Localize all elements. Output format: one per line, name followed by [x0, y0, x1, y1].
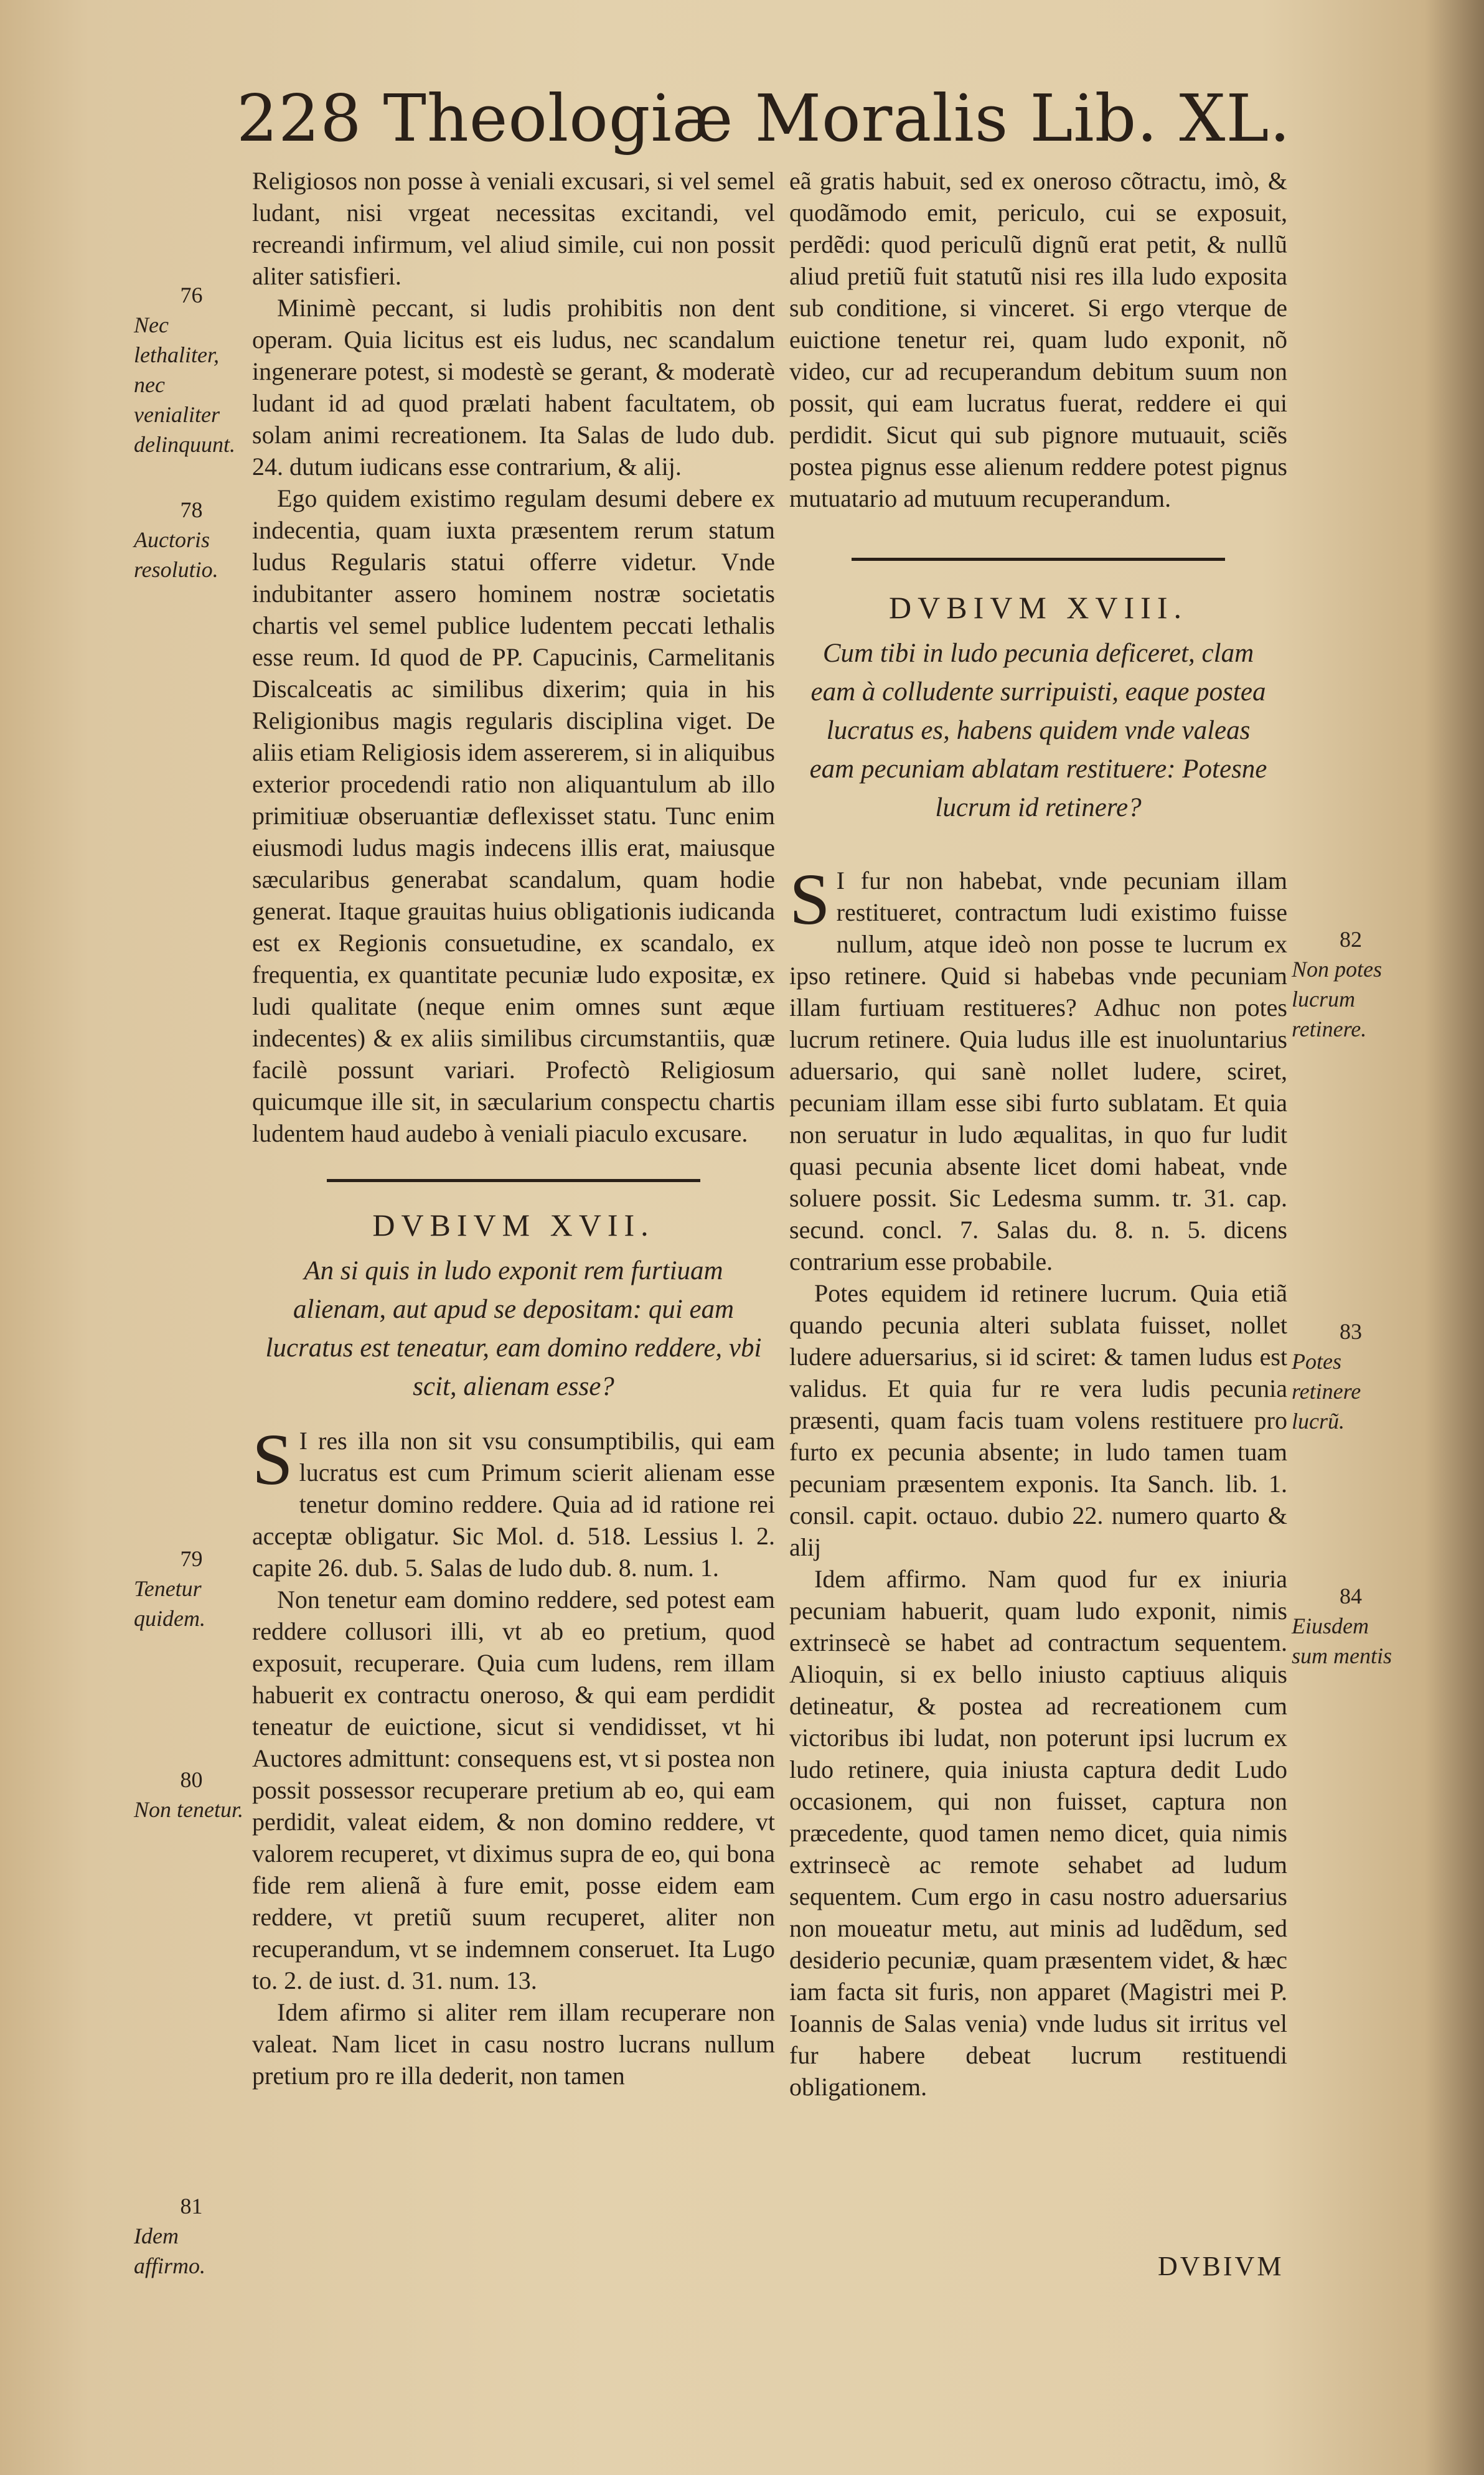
- margin-note: 79 Tenetur quidem.: [134, 1546, 205, 1631]
- dubium-heading: DVBIVM XVII.: [372, 1208, 655, 1242]
- drop-cap: S: [252, 1419, 293, 1500]
- dubium-heading: DVBIVM XVIII.: [889, 590, 1188, 625]
- catchword: DVBIVM: [1158, 2251, 1284, 2281]
- paragraph: Ego quidem existimo regulam desumi debere ex indecentia, quam iuxta præsentem rerum statum ludus Regularis statui offerre videtur. Vnde indubitanter assero hominem nostræ societatis chartis vel semel publice ludentem peccati lethalis esse reum. Id quod de PP. Capucinis, Carmelitanis Discalceatis ac similibus dixerim; quia in his Religionibus magis regularis disciplina viget. De aliis etiam Religiosis idem assererem, si in aliquibus exterior procedendi ratio non aliquantulum ab illo primitiuæ obseruantiæ deflexisset statu. Tunc enim eiusmodi ludus magis indecens illis erat, maiusque sæcularibus generabat scandalum, quam hodie generat. Itaque grauitas huius obligationis iudicanda est ex Regionis consuetudine, ex scandalo, ex frequentia, ex quantitate pecuniæ ludo expositæ, ex ludi qualitate (neque enim omnes sunt æque indecentes) & ex aliis similibus circumstantiis, quæ facilè possunt variari. Profectò Religiosum quicumque ille sit, in sæcularium conspectu chartis ludentem haud audebo à veniali piaculo excusare.: [252, 484, 775, 1147]
- dubium-question: An si quis in ludo exponit rem furtiuam alienam, aut apud se depositam: qui eam lucratus est teneatur, eam domino reddere, vbi scit, alienam esse?: [265, 1256, 762, 1401]
- paragraph: Non tenetur eam domino reddere, sed potest eam reddere collusori illi, vt ab eo pretium, quod exposuit, recuperare. Quia cum ludens, rem illam habuerit ex contractu oneroso, & qui eam perdidit teneatur de euictione, sicut si vendidisset, vt hi Auctores admittunt: consequens est, vt si postea non possit possessor recuperare pretium ab eo, qui eam perdidit, valeat eidem, & non domino reddere, vt valorem recuperet, vt diximus supra de eo, qui bona fide rem alienã à fure emit, posse eidem eam reddere, vt pretiũ suum recuperet, aliter non recuperandum, vt se indemnem conseruet. Ita Lugo to. 2. de iust. d. 31. num. 13.: [252, 1585, 775, 1994]
- paragraph: eã gratis habuit, sed ex oneroso cõtractu, imò, & quodãmodo emit, periculo, cui se exposuit, perdẽdi: quod periculũ dignũ erat petit, & nullũ aliud pretiũ fuit statutũ nisi res illa ludo exposita sub conditione, si vinceret. Si ergo vterque de euictione tenetur rei, quam ludo exponit, nõ video, cur ad recuperandum debitum suum non possit, qui eam lucratus fuerat, reddere ei qui perdidit. Sicut qui sub pignore mutuauit, sciẽs postea pignus esse alienum reddere potest pignus mutuatario ad mutuum recuperandum.: [789, 167, 1287, 512]
- dubium-question: Cum tibi in ludo pecunia deficeret, clam eam à colludente surripuisti, eaque postea lucratus es, habens quidem vnde valeas eam pecuniam ablatam restituere: Potesne lucrum id retinere?: [809, 639, 1267, 822]
- margin-note: 78 Auctoris resolutio.: [134, 497, 218, 582]
- left-column: [252, 165, 775, 2092]
- answer-paragraph: [252, 1419, 775, 1584]
- paragraph: Religiosos non posse à veniali excusari, si vel semel ludant, nisi vrgeat necessitas excitandi, vel recreandi infirmum, vel aliud simile, cui non possit aliter satisfieri.: [252, 167, 775, 290]
- margin-note: 83 Potes retinere lucrũ.: [1292, 1319, 1362, 1434]
- running-title: Theologiæ Moralis Lib. XL.: [383, 80, 1291, 156]
- right-column: [789, 165, 1287, 2103]
- margin-note: 82 Non potes lucrum retinere.: [1292, 927, 1383, 1041]
- paragraph: Potes equidem id retinere lucrum. Quia etiã quando pecunia alteri sublata fuisset, nollet ludere aduersarius, si id sciret: & tamen ludus est validus. Et quia fur re vera ludis pecunia præsenti, quam facis tuam volens restituere pro furto ex pecunia absente; in ludo tamen tuam pecuniam præsentem exponis. Ita Sanch. lib. 1. consil. capit. octauo. dubio 22. numero quarto & alij: [789, 1279, 1287, 1561]
- answer-text: I res illa non sit vsu consumptibilis, qui eam lucratus est cum Primum scierit alienam esse tenetur domino reddere. Quia ad id ratione rei acceptæ obligatur. Sic Mol. d. 518. Lessius l. 2. capite 26. dub. 5. Salas de ludo dub. 8. num. 1.: [252, 1427, 775, 1582]
- paragraph: Idem afirmo si aliter rem illam recuperare non valeat. Nam licet in casu nostro lucrans nullum pretium pro re illa dederit, non tamen: [252, 1998, 775, 2090]
- page-number: 228: [237, 80, 362, 156]
- margin-note: 81 Idem affirmo.: [134, 2194, 206, 2278]
- drop-cap: S: [789, 858, 830, 940]
- margin-note: 84 Eiusdem sum mentis: [1292, 1584, 1392, 1668]
- paragraph: Idem affirmo. Nam quod fur ex iniuria pecuniam habuerit, quam ludo exponit, nimis extrinsecè se habet ad contractum sequentem. Alioquin, si ex bello iniusto captiuus aliquis detineatur, & postea ad recreationem cum victoribus ibi ludat, non poterunt ipsi lucrum ex ludo retinere, quia iniusta captura dedit Ludo occasionem, qui non fuisset, captura non præcedente, quod tamen nemo dicet, quia nimis extrinsecè ac remote sehabet ad ludum sequentem. Cum ergo in casu nostro aduersarius non moueatur metu, aut minis ad ludẽdum, sed desiderio pecuniæ, quam præsentem videt, & hæc iam facta sit furis, non apparet (Magistri mei P. Ioannis de Salas venia) vnde ludus sit irritus vel fur habere debeat lucrum restituendi obligationem.: [789, 1565, 1287, 2101]
- margin-note: 80 Non tenetur.: [134, 1767, 243, 1822]
- running-header: [237, 78, 1291, 159]
- answer-paragraph: [789, 858, 1287, 1277]
- answer-text: I fur non habebat, vnde pecuniam illam restitueret, contractum ludi existimo fuisse nullum, atque ideò non posse te lucrum ex ipso retinere. Quid si habebas vnde pecuniam illam furtiuam restitueres? Adhuc non potes lucrum retinere. Quia ludus ille est inuoluntarius aduersario, qui sanè nollet ludere, sciret, pecuniam illam esse sibi furto sublatam. Et quia non seruatur in ludo æqualitas, in quo fur ludit quasi pecunia absente licet domi habeat, vnde soluere possit. Sic Ledesma summ. tr. 31. cap. secund. concl. 7. Salas du. 8. n. 5. dicens contrarium esse probabile.: [789, 866, 1287, 1275]
- margin-note: 76 Nec lethaliter, nec venialiter delinquunt.: [134, 283, 235, 457]
- paragraph: Minimè peccant, si ludis prohibitis non dent operam. Quia licitus est eis ludus, nec scandalum ingenerare potest, si modestè se gerant, & moderatè ludant id ad quod prælati habent facultatem, ob solam animi recreationem. Ita Salas de ludo dub. 24. dutum iudicans esse contrarium, & alij.: [252, 294, 775, 481]
